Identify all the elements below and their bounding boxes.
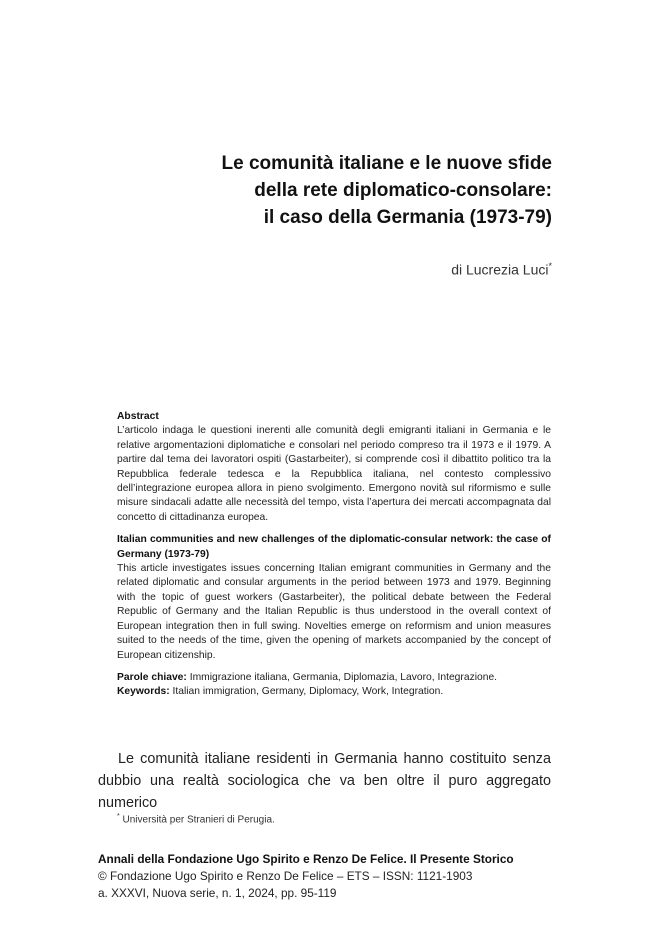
footnote-text: Università per Stranieri di Perugia.: [122, 814, 275, 826]
abstract-text: L’articolo indaga le questioni inerenti alle comunità degli emigranti italiani in Germania e le relative argomentazioni diplomatiche e consolari nel periodo compreso tra il 1973 e il 1979. A partire dal tema dei lavoratori ospiti (Gastarbeiter), si comprende così il dibattito politico tra la Repubblica federale tedesca e la Repubblica italiana, nel contesto complessivo dell’integrazione europea allora in pieno svolgimento. Emergono novità sul riformismo e sulle misure sindacali adatte alle necessità del tempo, vista l’apertura dei mercati accompagnata dal concetto di cittadinanza europea.: [117, 425, 551, 523]
keywords-italian-value: Immigrazione italiana, Germania, Diplomazia, Lavoro, Integrazione.: [189, 671, 498, 683]
abstract-heading: Abstract: [117, 411, 159, 422]
footnote-mark: *: [117, 813, 120, 820]
keywords-english-label: Keywords:: [117, 686, 170, 698]
keywords-italian-label: Parole chiave:: [117, 671, 187, 683]
author-footnote-mark: *: [548, 261, 552, 271]
abstract-section: [117, 410, 551, 700]
title-line-2: della rete diplomatico-consolare:: [254, 180, 552, 201]
keywords-english-value: Italian immigration, Germany, Diplomacy, Work, Integration.: [172, 686, 444, 698]
body-text: [98, 748, 551, 814]
journal-info: [98, 851, 558, 902]
keywords-italian: [117, 671, 551, 685]
keywords-english: [117, 685, 551, 699]
english-abstract-text: This article investigates issues concerning Italian emigrant communities in Germany and the related diplomatic and consular arguments in the period between 1973 and 1979. Beginning with the topic of guest workers (Gastarbeiter), the political debate between the Federal Republic of Germany and the Italian Republic is thus understood in the overall context of European integration then in full swing. Novelties emerge on reformism and union measures suited to the needs of the time, given the opening of markets accompanied by the concept of European citizenship.: [117, 563, 551, 661]
body-paragraph: Le comunità italiane residenti in Germania hanno costituito senza dubbio una realtà sociologica che va ben oltre il puro aggregato numerico: [98, 751, 551, 811]
title-line-3: il caso della Germania (1973-79): [263, 207, 552, 228]
journal-issue: a. XXXVI, Nuova serie, n. 1, 2024, pp. 95-119: [98, 886, 337, 900]
footnote: [117, 813, 557, 825]
english-abstract-heading: Italian communities and new challenges of the diplomatic-consular network: the case of Germany (1973-79): [117, 534, 551, 560]
author-name: di Lucrezia Luci: [451, 261, 549, 278]
article-title: [132, 150, 552, 231]
journal-title: Annali della Fondazione Ugo Spirito e Renzo De Felice. Il Presente Storico: [98, 852, 514, 866]
title-line-1: Le comunità italiane e le nuove sfide: [221, 153, 552, 174]
author-line: [451, 261, 552, 278]
journal-copyright: © Fondazione Ugo Spirito e Renzo De Felice – ETS – ISSN: 1121-1903: [98, 869, 473, 883]
